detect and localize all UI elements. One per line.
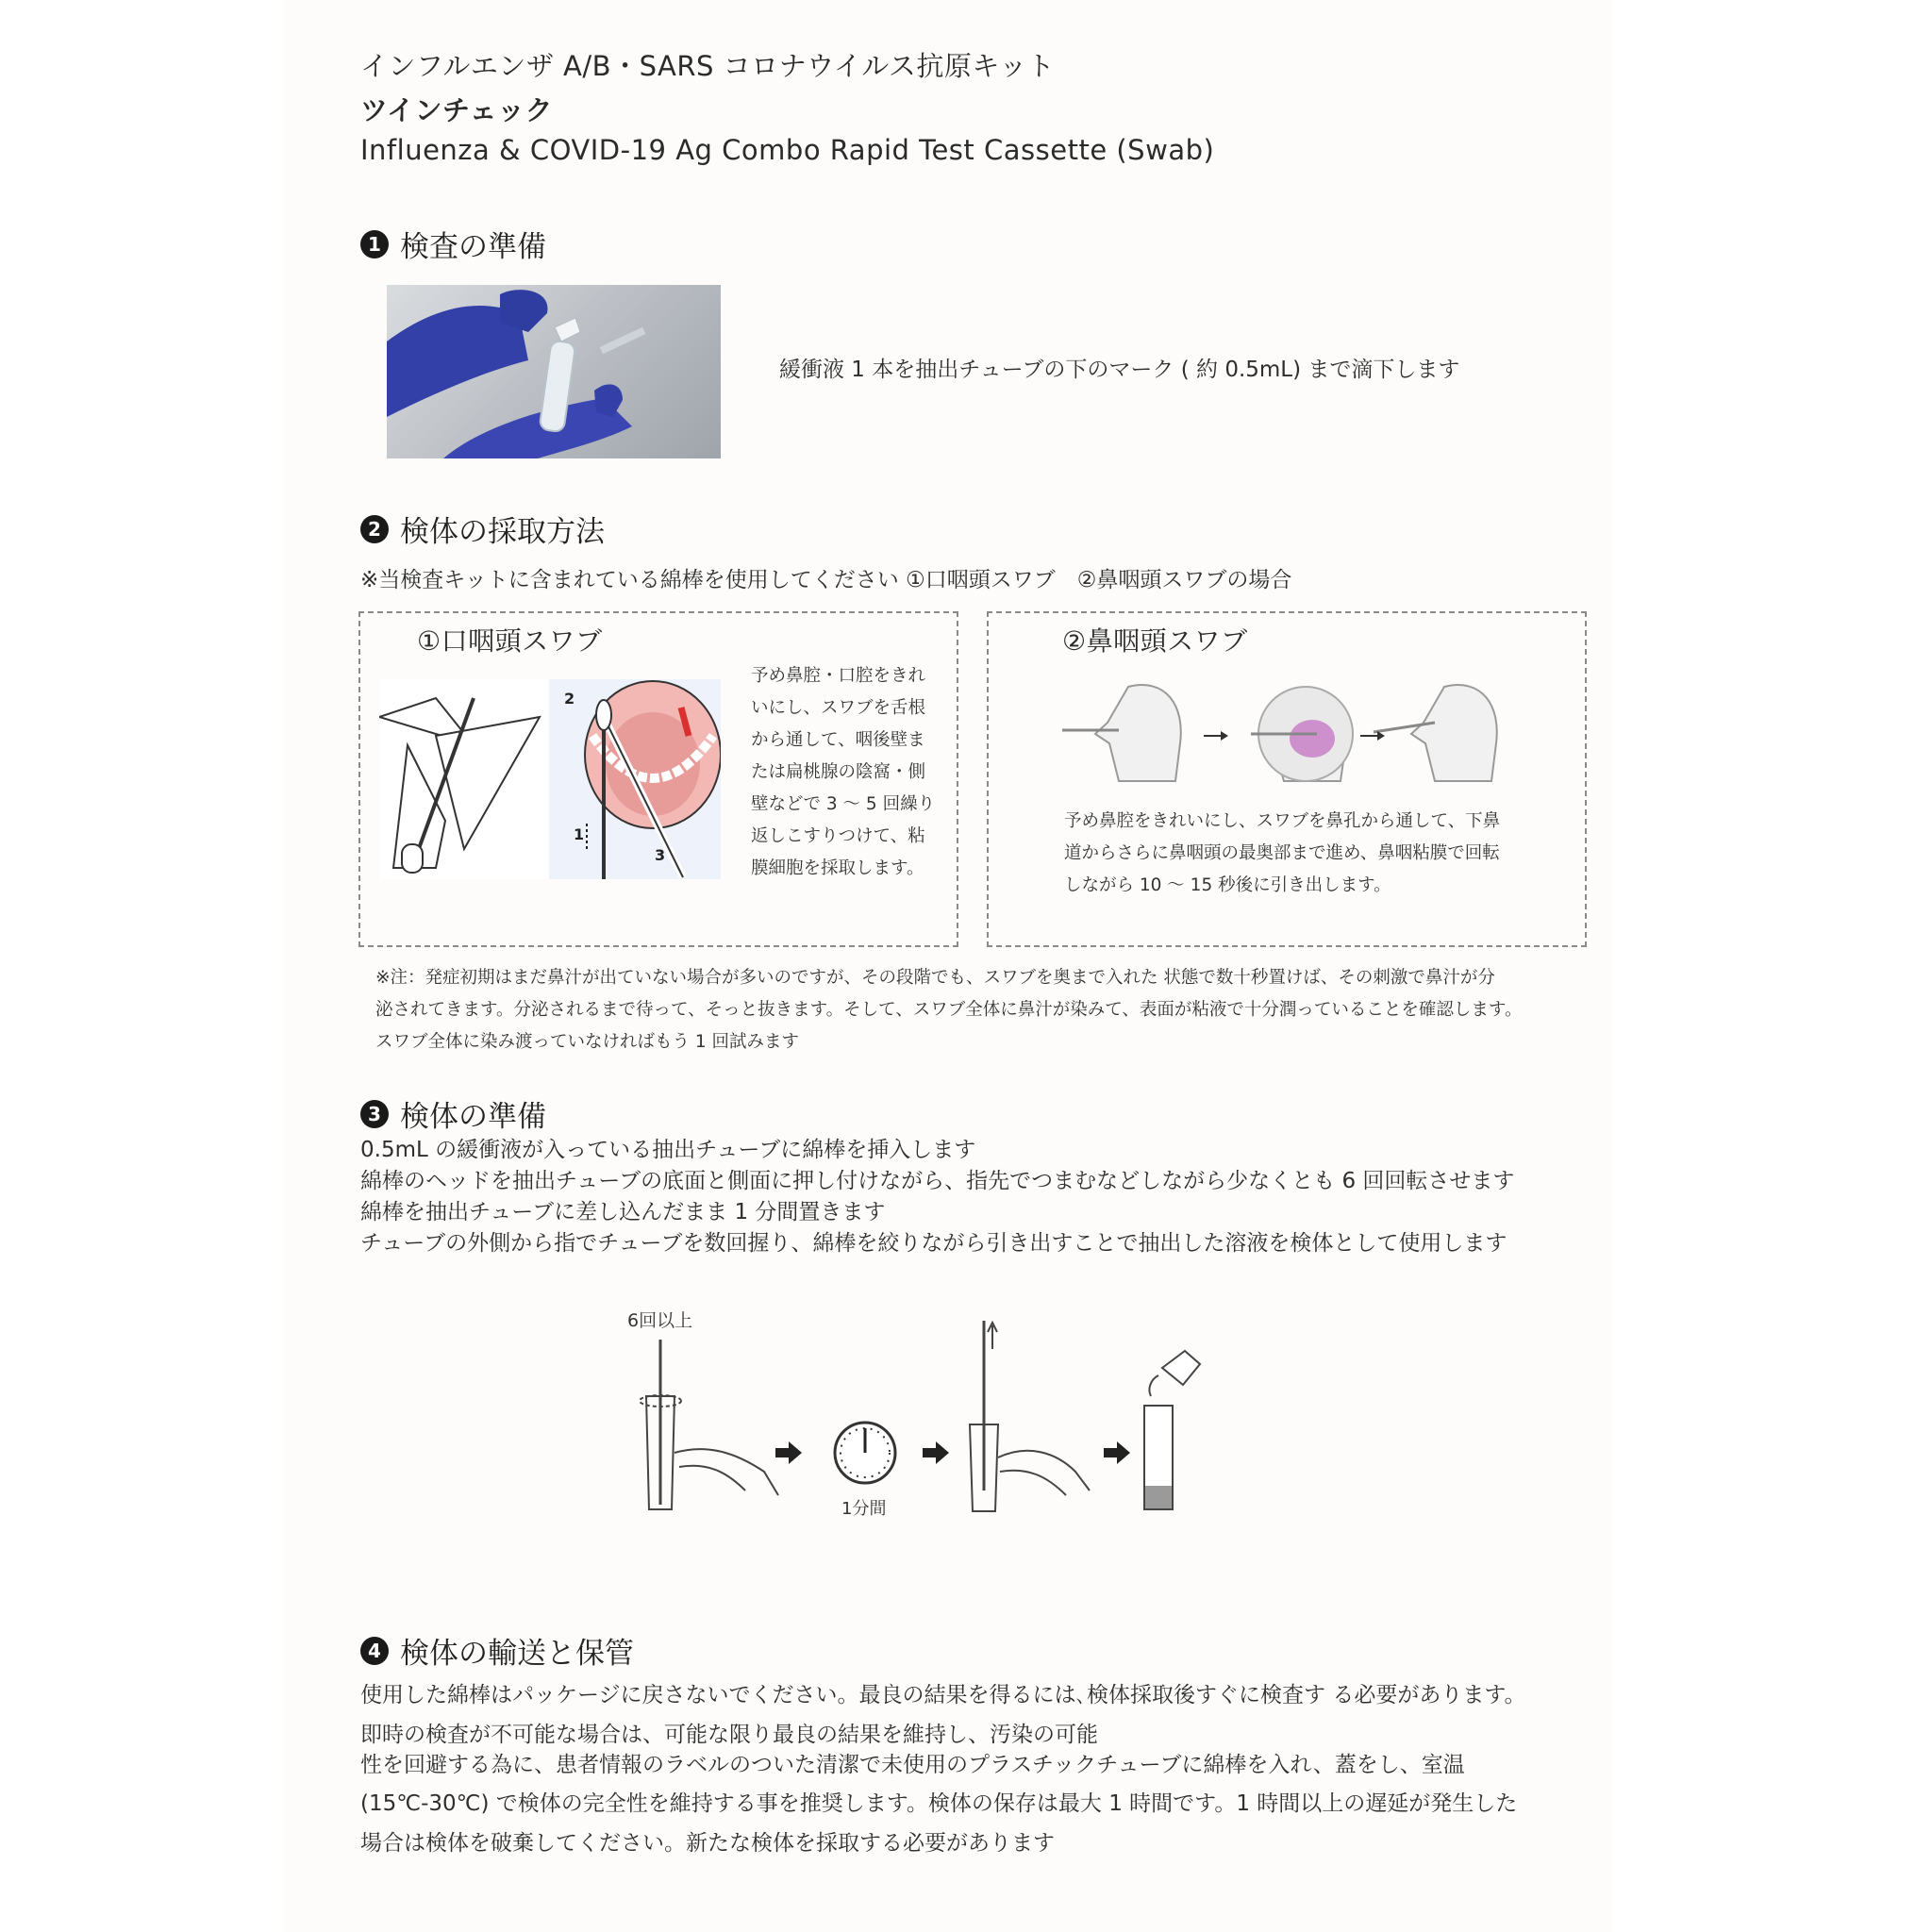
section4-line: (15℃-30℃) で検体の完全性を維持する事を推奨します。検体の保存は最大 1 時間です。1 時間以上の遅延が発生した (360, 1791, 1518, 1816)
section4-title: 検体の輸送と保管 (400, 1637, 634, 1671)
box1-text (751, 660, 935, 885)
section4-number: 4 (360, 1637, 389, 1665)
section2-note (375, 962, 1522, 1058)
oropharyngeal-swab-illustration (379, 679, 721, 879)
section4-line: 場合は検体を破棄してください。新たな検体を採取する必要があります (360, 1831, 1055, 1856)
section1-title: 検査の準備 (400, 230, 546, 264)
nasopharyngeal-swab-illustration (1062, 677, 1506, 789)
box1-line: 返しこすりつけて、粘 (751, 826, 925, 846)
dropper-tube-illustration (1144, 1351, 1200, 1509)
section2-number: 2 (360, 515, 389, 543)
section1-number: 1 (360, 230, 389, 258)
box2-line: しながら 10 ～ 15 秒後に引き出します。 (1064, 875, 1391, 895)
note-line: 泌されてきます。分泌されるまで待って、そっと抜きます。そして、スワブ全体に鼻汁が染みて、表面が粘液で十分潤っていることを確認します。 (375, 1000, 1523, 1020)
box1-line: から通して、咽後壁ま (751, 730, 925, 750)
arrow-right-icon (775, 1441, 802, 1464)
box2-text (1064, 806, 1500, 902)
step-label-1: 1 (574, 825, 585, 843)
title-en: Influenza & COVID-19 Ag Combo Rapid Test Cassette (Swab) (360, 134, 1215, 166)
box1-line: 膜細胞を採取します。 (751, 858, 924, 878)
box1-line: いにし、スワブを舌根 (751, 698, 926, 718)
product-name: ツインチェック (360, 94, 554, 126)
box1-line: 壁などで 3 ～ 5 回繰り (751, 794, 936, 814)
sample-prep-illustration (623, 1302, 1340, 1547)
section1-heading (360, 223, 546, 265)
tube-squeeze-icon (970, 1321, 1090, 1511)
box2-line: 道からさらに鼻咽頭の最奥部まで進め、鼻咽粘膜で回転 (1064, 843, 1500, 863)
label-timer: 1分間 (841, 1499, 887, 1519)
nasopharyngeal-box (987, 611, 1587, 947)
section1-instruction: 緩衝液 1 本を抽出チューブの下のマーク ( 約 0.5mL) まで滴下します (779, 358, 1460, 382)
section3-heading (360, 1092, 546, 1135)
section3-title: 検体の準備 (400, 1100, 546, 1134)
box2-line: 予め鼻腔をきれいにし、スワブを鼻孔から通して、下鼻 (1064, 811, 1501, 831)
oropharyngeal-box (358, 611, 958, 947)
arrow-right-icon (923, 1441, 949, 1464)
section3-line: 0.5mL の緩衝液が入っている抽出チューブに綿棒を挿入します (360, 1138, 976, 1162)
section4-line: 即時の検査が不可能な場合は、可能な限り最良の結果を維持し、汚染の可能 (360, 1723, 1098, 1747)
box1-title: ①口咽頭スワブ (417, 625, 603, 657)
section4-heading (360, 1629, 634, 1672)
arrow-right-icon (1104, 1441, 1130, 1464)
section3-line: 綿棒を抽出チューブに差し込んだまま 1 分間置きます (360, 1200, 886, 1224)
section2-intro: ※当検査キットに含まれている綿棒を使用してください ①口咽頭スワブ ②鼻咽頭スワブの場合 (360, 568, 1292, 592)
section4-line: 使用した綿棒はパッケージに戻さないでください。最良の結果を得るには､検体採取後すぐに検査す る必要があります。 (360, 1683, 1526, 1707)
section2-heading (360, 508, 605, 550)
section3-line: 綿棒のヘッドを抽出チューブの底面と側面に押し付けながら、指先でつまむなどしながら少なくとも 6 回回転させます (360, 1169, 1515, 1193)
box1-line: たは扁桃腺の陰窩・側 (751, 762, 926, 782)
note-line: スワブ全体に染み渡っていなければもう 1 回試みます (375, 1032, 800, 1052)
section3-number: 3 (360, 1100, 389, 1128)
title-jp: インフルエンザ A/B・SARS コロナウイルス抗原キット (360, 50, 1056, 82)
box2-title: ②鼻咽頭スワブ (1062, 625, 1248, 657)
section2-title: 検体の採取方法 (400, 515, 605, 549)
box1-line: 予め鼻腔・口腔をきれ (751, 666, 926, 686)
document-page (283, 0, 1613, 1932)
note-line: ※注：発症初期はまだ鼻汁が出ていない場合が多いのですが、その段階でも、スワブを奥まで入れた 状態で数十秒置けば、その刺激で鼻汁が分 (375, 968, 1495, 988)
step-label-3: 3 (655, 846, 666, 864)
section3-body (360, 1135, 1514, 1259)
step-label-2: 2 (564, 690, 575, 708)
tube-rotate-icon (640, 1340, 778, 1509)
timer-icon (835, 1423, 895, 1483)
label-rotate: 6回以上 (627, 1310, 693, 1331)
section4-line: 性を回避する為に、患者情報のラベルのついた清潔で未使用のプラスチックチューブに綿棒を入れ、蓋をし、室温 (360, 1753, 1465, 1777)
photo-gloves-tube (387, 285, 721, 458)
section3-line: チューブの外側から指でチューブを数回握り、綿棒を絞りながら引き出すことで抽出した溶液を検体として使用します (360, 1231, 1507, 1256)
